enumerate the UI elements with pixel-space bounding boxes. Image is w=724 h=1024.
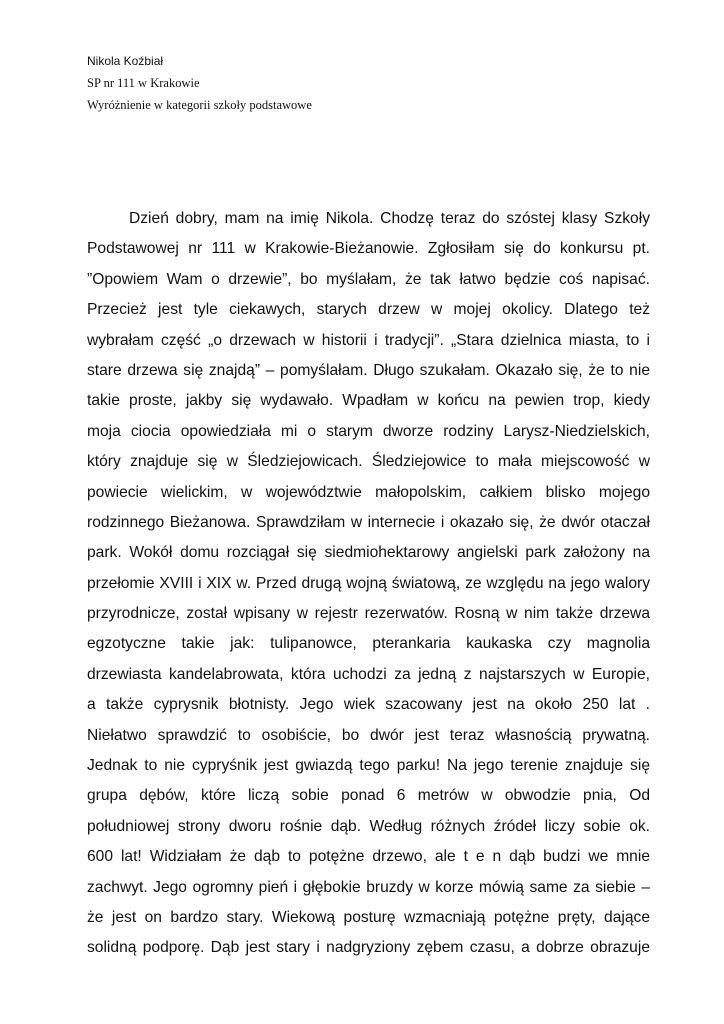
essay-line: egzotyczne takie jak: tulipanowce, pterankaria kaukaska czy magnolia [87,635,650,653]
essay-line: zachwyt. Jego ogromny pień i głębokie bruzdy w korze mówią same za siebie – [87,878,650,896]
essay-line: stare drzewa się znajdą” – pomyślałam. Długo szukałam. Okazało się, że to nie [87,361,650,379]
essay-line: Jednak to nie cypryśnik jest gwiazdą tego parku! Na jego terenie znajduje się [87,757,650,775]
essay-line: takie proste, jakby się wydawało. Wpadłam w końcu na pewien trop, kiedy [87,392,650,410]
essay-line: Niełatwo sprawdzić to osobiście, bo dwór jest teraz własnością prywatną. [87,726,650,744]
author-name: Nikola Koźbiał [87,54,164,68]
essay-line: przyrodnicze, został wpisany w rejestr rezerwatów. Rosną w nim także drzewa [87,605,650,623]
essay-line: powiecie wielickim, w województwie małopolskim, całkiem blisko mojego [87,483,650,501]
award-category: Wyróżnienie w kategorii szkoły podstawowe [87,98,312,112]
essay-line: Przecież jest tyle ciekawych, starych drzew w mojej okolicy. Dlatego też [87,301,650,319]
essay-line: południowej strony dworu rośnie dąb. Według różnych źródeł liczy sobie ok. [87,817,650,835]
essay-line: Dzień dobry, mam na imię Nikola. Chodzę teraz do szóstej klasy Szkoły [129,210,650,227]
essay-line: a także cyprysnik błotnisty. Jego wiek szacowany jest na około 250 lat . [87,696,650,714]
essay-line: grupa dębów, które liczą sobie ponad 6 metrów w obwodzie pnia, Od [87,787,650,805]
essay-line: rodzinnego Bieżanowa. Sprawdziłam w internecie i okazało się, że dwór otaczał [87,513,650,531]
essay-line: 600 lat! Widziałam że dąb to potężne drzewo, ale t e n dąb budzi we mnie [87,848,650,866]
essay-line: solidną podporę. Dąb jest stary i nadgryziony zębem czasu, a dobrze obrazuje [87,939,650,957]
essay-line: drzewiasta kandelabrowata, która uchodzi za jedną z najstarszych w Europie, [87,665,650,683]
essay-line: że jest on bardzo stary. Wiekową posturę wzmacniają potężne pręty, dające [87,908,650,926]
essay-line: przełomie XVIII i XIX w. Przed drugą wojną światową, ze względu na jego walory [87,574,650,592]
school-name: SP nr 111 w Krakowie [87,76,200,90]
document-header [87,50,312,116]
essay-line: który znajduje się w Śledziejowicach. Śledziejowice to mała miejscowość w [87,453,650,471]
essay-body [87,204,650,964]
essay-line: Podstawowej nr 111 w Krakowie-Bieżanowie. Zgłosiłam się do konkursu pt. [87,240,650,258]
essay-line: ”Opowiem Wam o drzewie”, bo myślałam, że tak łatwo będzie coś napisać. [87,270,650,288]
essay-line: moja ciocia opowiedziała mi o starym dworze rodziny Larysz-Niedzielskich, [87,422,650,440]
essay-line: park. Wokół domu rozciągał się siedmiohektarowy angielski park założony na [87,544,650,562]
essay-line: wybrałam część „o drzewach w historii i tradycji”. „Stara dzielnica miasta, to i [87,331,650,349]
